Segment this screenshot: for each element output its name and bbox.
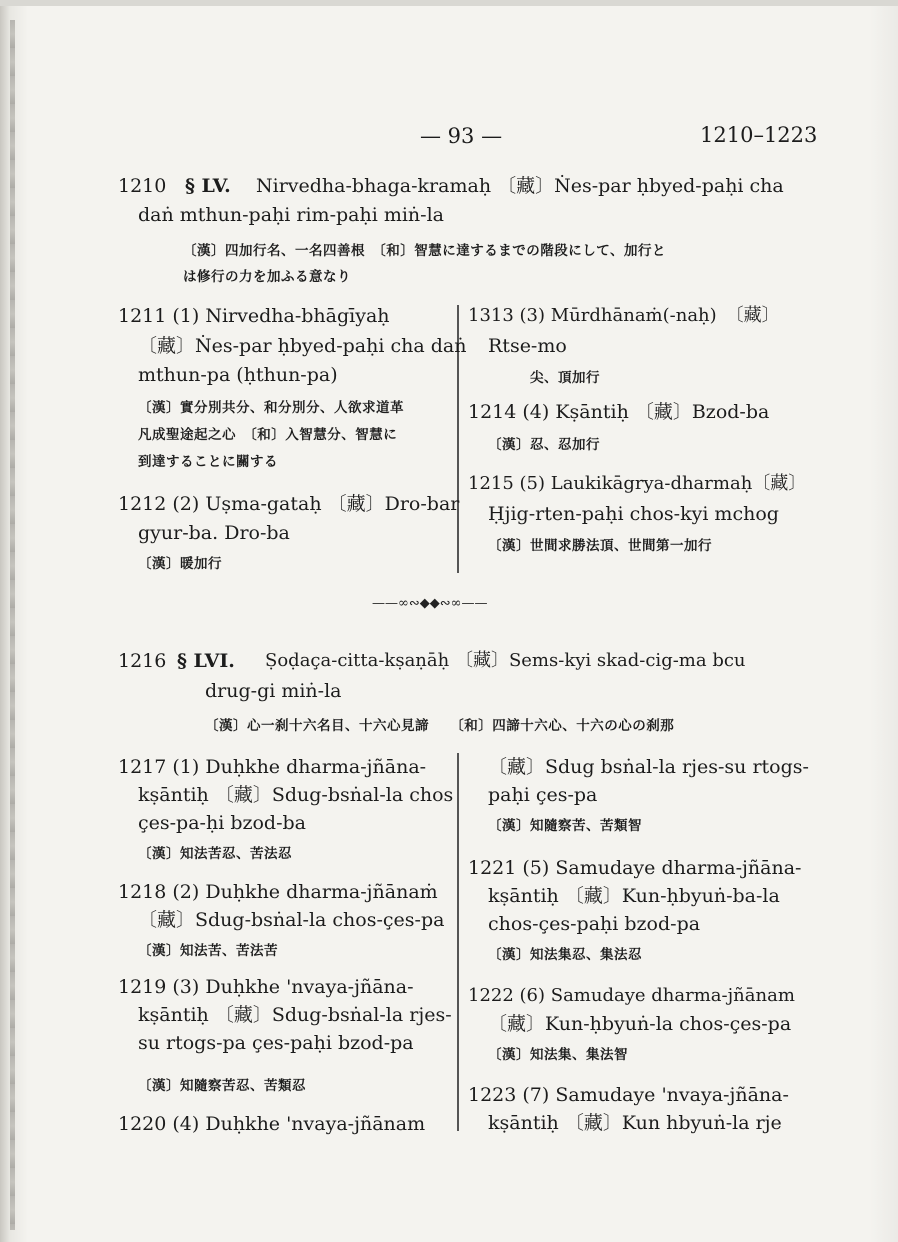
entry-1214-chinese: 〔漢〕忍、忍加行 xyxy=(488,437,600,453)
section-56-title: Ṣoḍaça-citta-kṣaṇāḥ 〔藏〕Sems-kyi skad-cig-ma bcu xyxy=(265,650,746,671)
entry-1217: 1217 (1) Duḥkhe dharma-jñāna- xyxy=(118,756,427,778)
entry-1211: 1211 (1) Nirvedha-bhāgīyaḥ xyxy=(118,305,390,327)
entry-1217-tibetan: kṣāntiḥ 〔藏〕Sdug-bsṅal-la chos xyxy=(138,784,454,806)
entry-1220-chinese: 〔漢〕知隨察苦、苦類智 xyxy=(488,818,642,834)
entry-1223-tibetan: kṣāntiḥ 〔藏〕Kun hbyuṅ-la rje xyxy=(488,1112,782,1134)
section-56-number: 1216 xyxy=(118,650,167,672)
entry-1221-chinese: 〔漢〕知法集忍、集法忍 xyxy=(488,947,642,963)
book-spine-shadow xyxy=(10,20,15,1230)
page-number: — 93 — xyxy=(420,124,503,148)
entry-1217-tibetan-cont: çes-pa-ḥi bzod-ba xyxy=(138,812,307,834)
section-55-marker: § LV. xyxy=(185,175,231,197)
entry-1212-cont: gyur-ba. Dro-ba xyxy=(138,522,290,544)
entry-1219: 1219 (3) Duḥkhe 'nvaya-jñāna- xyxy=(118,976,414,998)
entry-1313-chinese: 尖、頂加行 xyxy=(530,370,600,386)
entry-1223: 1223 (7) Samudaye 'nvaya-jñāna- xyxy=(468,1084,789,1106)
entry-1220: 1220 (4) Duḥkhe 'nvaya-jñānam xyxy=(118,1113,426,1135)
entry-1222-chinese: 〔漢〕知法集、集法智 xyxy=(488,1047,628,1063)
entry-1215-tibetan: Ḥjig-rten-paḥi chos-kyi mchog xyxy=(488,503,779,525)
entry-1218-chinese: 〔漢〕知法苦、苦法苦 xyxy=(138,943,278,959)
section-55-number: 1210 xyxy=(118,175,167,197)
entry-1211-chinese: 〔漢〕實分別共分、和分別分、人欲求道革 xyxy=(138,400,404,416)
section-56-marker: § LVI. xyxy=(177,650,235,672)
entry-1212-chinese: 〔漢〕暖加行 xyxy=(138,556,222,572)
entry-1221-tibetan: kṣāntiḥ 〔藏〕Kun-ḥbyuṅ-ba-la xyxy=(488,885,780,907)
entry-1220-tibetan: 〔藏〕Sdug bsṅal-la rjes-su rtogs- xyxy=(488,756,809,778)
entry-1219-tibetan: kṣāntiḥ 〔藏〕Sdug-bsṅal-la rjes- xyxy=(138,1004,452,1026)
entry-1215-chinese: 〔漢〕世間求勝法頂、世間第一加行 xyxy=(488,538,712,554)
entry-1217-chinese: 〔漢〕知法苦忍、苦法忍 xyxy=(138,846,292,862)
page-top-edge xyxy=(0,0,898,6)
entry-1313: 1313 (3) Mūrdhānaṁ(-naḥ) 〔藏〕 xyxy=(468,305,780,326)
entry-1215: 1215 (5) Laukikāgrya-dharmaḥ〔藏〕 xyxy=(468,473,807,494)
section-55-title: Nirvedha-bhaga-kramaḥ 〔藏〕Ṅes-par ḥbyed-paḥi cha xyxy=(256,175,784,197)
entry-1313-tibetan: Rtse-mo xyxy=(488,335,567,357)
section-ornament: ——∞∾◆◆∾∞—— xyxy=(372,596,488,611)
entry-1220-tibetan-cont: paḥi çes-pa xyxy=(488,784,598,806)
entry-1211-chinese-cont: 凡成聖途起之心 〔和〕入智慧分、智慧に xyxy=(138,427,398,443)
entry-1221-tibetan-cont: chos-çes-paḥi bzod-pa xyxy=(488,913,701,935)
entry-1212: 1212 (2) Uṣma-gataḥ 〔藏〕Dro-bar xyxy=(118,493,460,515)
entry-1222-tibetan: 〔藏〕Kun-ḥbyuṅ-la chos-çes-pa xyxy=(488,1013,792,1035)
entry-1219-tibetan-cont: su rtogs-pa çes-paḥi bzod-pa xyxy=(138,1032,414,1054)
section-56-chinese: 〔漢〕心一刹十六名目、十六心見諦 〔和〕四諦十六心、十六の心の刹那 xyxy=(205,718,675,734)
section-56-title-cont: drug-gi miṅ-la xyxy=(205,680,342,702)
entry-1214: 1214 (4) Kṣāntiḥ 〔藏〕Bzod-ba xyxy=(468,401,770,423)
entry-1211-japanese: 到達することに關する xyxy=(138,454,278,470)
section-55-title-cont: daṅ mthun-paḥi rim-paḥi miṅ-la xyxy=(138,204,444,226)
entry-1221: 1221 (5) Samudaye dharma-jñāna- xyxy=(468,857,802,879)
section-55-chinese: 〔漢〕四加行名、一名四善根 〔和〕智慧に達するまでの階段にして、加行と xyxy=(183,243,666,259)
entry-1211-tibetan: 〔藏〕Ṅes-par ḥbyed-paḥi cha daṅ xyxy=(138,335,467,357)
entry-1218: 1218 (2) Duḥkhe dharma-jñānaṁ xyxy=(118,881,438,903)
entry-1219-chinese: 〔漢〕知隨察苦忍、苦類忍 xyxy=(138,1078,306,1094)
entry-1211-tibetan-cont: mthun-pa (ḥthun-pa) xyxy=(138,364,338,386)
column-divider-2 xyxy=(457,753,459,1131)
section-55-japanese: は修行の力を加ふる意なり xyxy=(183,269,351,285)
entry-1218-tibetan: 〔藏〕Sdug-bsṅal-la chos-çes-pa xyxy=(138,909,445,931)
entry-range: 1210–1223 xyxy=(700,123,818,147)
entry-1222: 1222 (6) Samudaye dharma-jñānam xyxy=(468,985,795,1006)
